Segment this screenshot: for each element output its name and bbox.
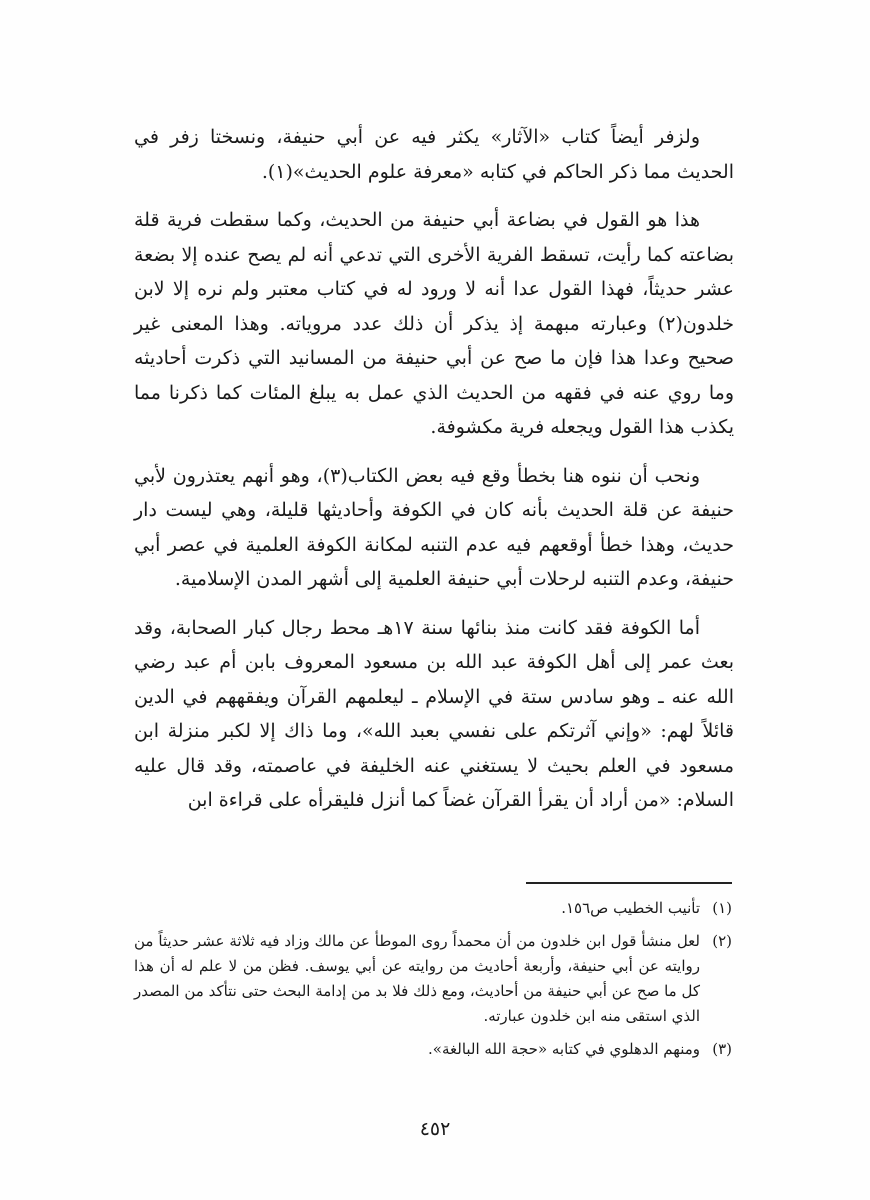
footnote-2 <box>134 929 732 1029</box>
footnote-number: (٢) <box>712 932 732 950</box>
footnote-3 <box>134 1037 732 1062</box>
page-number: ٤٥٢ <box>419 1118 451 1140</box>
footnote-number: (٣) <box>712 1040 732 1058</box>
footnote-1 <box>134 896 732 921</box>
footnotes-section <box>134 896 732 1070</box>
footnote-text: تأنيب الخطيب ص١٥٦. <box>561 899 700 917</box>
main-text-body <box>134 120 734 832</box>
paragraph-writers-error: ونحب أن ننوه هنا بخطأ وقع فيه بعض الكتاب(٣)، وهو أنهم يعتذرون لأبي حنيفة عن قلة الحديث بأنه كان في الكوفة وأحاديثها قليلة، وهي ليست دار حديث، وهذا خطأ أوقعهم فيه عدم التنبه لمكانة الكوفة العلمية في عصر أبي حنيفة، وعدم التنبه لرحلات أبي حنيفة العلمية إلى أشهر المدن الإسلامية. <box>134 464 734 590</box>
footnote-separator <box>526 882 732 884</box>
paragraph-kufa-history: أما الكوفة فقد كانت منذ بنائها سنة ١٧هـ محط رجال كبار الصحابة، وقد بعث عمر إلى أهل الكوفة عبد الله بن مسعود المعروف بابن أم عبد رضي الله عنه ـ وهو سادس ستة في الإسلام ـ ليعلمهم القرآن ويفقههم في الدين قائلاً لهم: «وإني آثرتكم على نفسي بعبد الله»، وما ذاك إلا لكبر منزلة ابن مسعود في العلم بحيث لا يستغني عنه الخليفة في عاصمته، وقد قال عليه السلام: «من أراد أن يقرأ القرآن غضاً كما أنزل فليقرأه على قراءة ابن <box>134 616 734 811</box>
footnote-text: لعل منشأ قول ابن خلدون من أن محمداً روى الموطأ عن مالك وزاد فيه ثلاثة عشر حديثاً من روايته عن أبي حنيفة، وأربعة أحاديث من روايته عن أبي يوسف. فظن من لا علم له أن هذا كل ما صح عن أبي حنيفة من أحاديث، ومع ذلك فلا بد من إدامة البحث حتى نتأكد من المصدر الذي استقى منه ابن خلدون عبارته. <box>134 932 700 1025</box>
paragraph-hadith-merchandise: هذا هو القول في بضاعة أبي حنيفة من الحديث، وكما سقطت فرية قلة بضاعته كما رأيت، تسقط الفرية الأخرى التي تدعي أنه لم يصح عنده إلا بضعة عشر حديثاً، فهذا القول عدا أنه لا ورود له في كتاب معتبر ولم نره إلا لابن خلدون(٢) وعبارته مبهمة إذ يذكر أن ذلك عدد مروياته. وهذا المعنى غير صحيح وعدا هذا فإن ما صح عن أبي حنيفة من المسانيد التي ذكرت أحاديثه وما روي عنه في فقهه من الحديث الذي عمل به يبلغ المئات كما ذكرنا مما يكذب هذا القول ويجعله فرية مكشوفة. <box>134 209 734 438</box>
footnote-number: (١) <box>712 899 732 917</box>
paragraph-zufar-athar: ولزفر أيضاً كتاب «الآثار» يكثر فيه عن أبي حنيفة، ونسختا زفر في الحديث مما ذكر الحاكم في كتابه «معرفة علوم الحديث»(١). <box>134 126 734 183</box>
footnote-text: ومنهم الدهلوي في كتابه «حجة الله البالغة». <box>428 1040 700 1058</box>
